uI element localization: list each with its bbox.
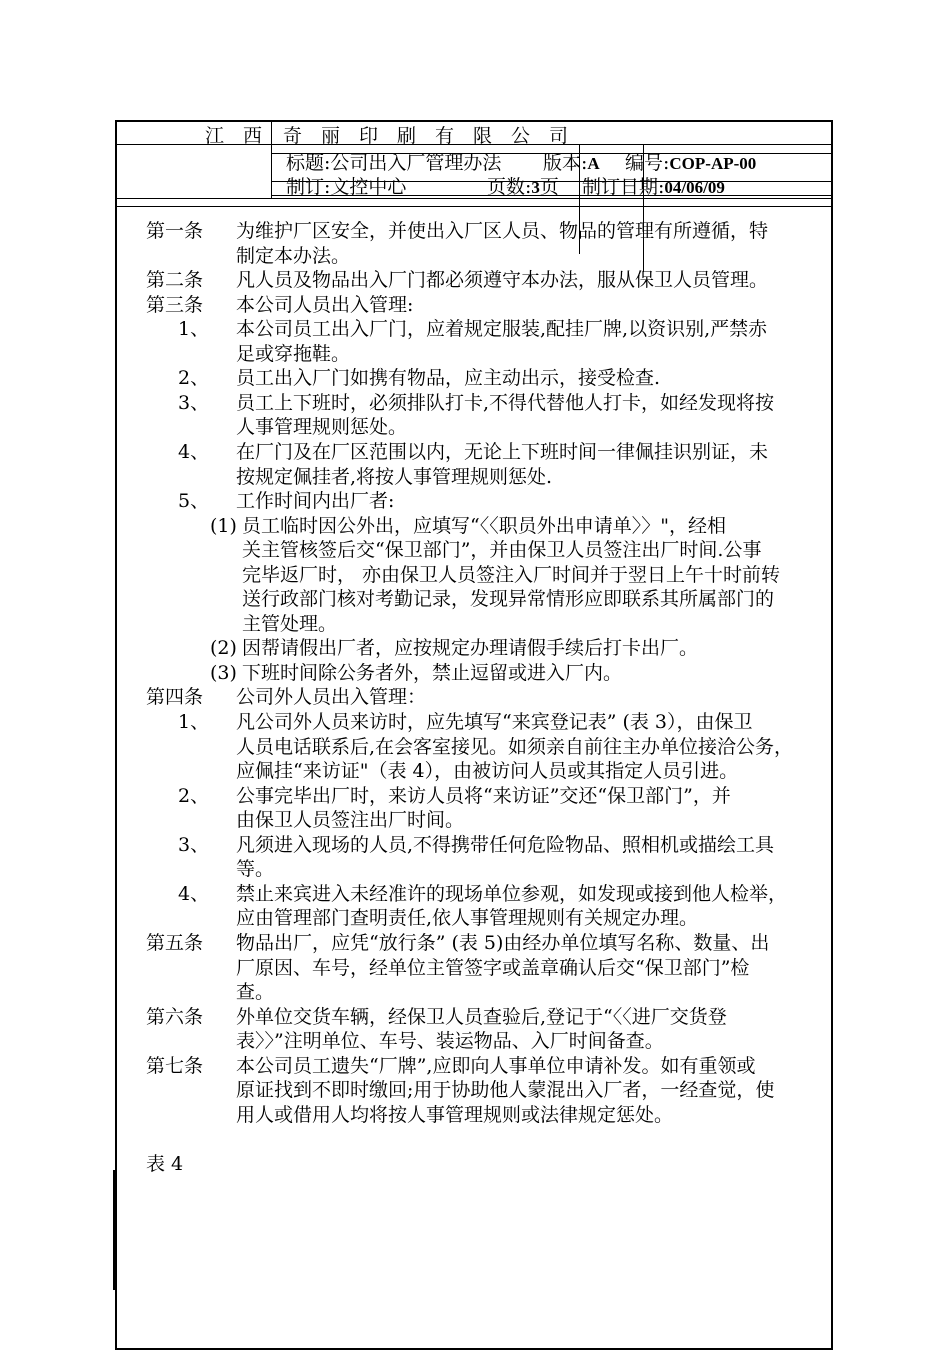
item-text: 物品出厂，应凭“放行条” (表 5)由经办单位填写名称、数量、出	[236, 931, 770, 954]
item-text: 等。	[236, 858, 275, 881]
item-text: 在厂门及在厂区范围以内，无论上下班时间一律佩挂识别证，未	[236, 440, 769, 463]
item-label: 4、	[178, 882, 210, 905]
item-label: (3)	[210, 661, 237, 684]
item-text: 员工出入厂门如携有物品，应主动出示，接受检查.	[236, 367, 661, 390]
item-label: 第七条	[146, 1054, 204, 1077]
item-text: 厂原因、车号，经单位主管签字或盖章确认后交“保卫部门”检	[236, 956, 750, 979]
item-label: 3、	[178, 833, 210, 856]
item-label: 2、	[178, 784, 210, 807]
item-text: 完毕返厂时， 亦由保卫人员签注入厂时间并于翌日上午十时前转	[242, 563, 781, 586]
item-text: 原证找到不即时缴回;用于协助他人蒙混出入厂者，一经查觉，使	[236, 1079, 775, 1102]
item-text: 制定本办法。	[236, 244, 351, 267]
item-label: 第二条	[146, 269, 204, 292]
item-text: 关主管核签后交“保卫部门”，并由保卫人员签注出厂时间.公事	[242, 539, 762, 562]
item-text: 公司外人员出入管理：	[236, 686, 427, 709]
item-text: 禁止来宾进入未经准许的现场单位参观，如发现或接到他人检举，	[236, 882, 788, 905]
item-text: 主管处理。	[242, 612, 338, 635]
item-text: 下班时间除公务者外，禁止逗留或进入厂内。	[242, 661, 623, 684]
item-label: (1)	[210, 514, 237, 537]
item-text: 本公司人员出入管理:	[236, 293, 414, 316]
item-text: 公事完毕出厂时，来访人员将“来访证”交还“保卫部门”，并	[236, 784, 731, 807]
item-text: 表 4	[146, 1152, 184, 1175]
item-label: 2、	[178, 367, 210, 390]
margin-mark	[113, 1170, 115, 1290]
item-text: 员工上下班时，必须排队打卡,不得代替他人打卡，如经发现将按	[236, 391, 775, 414]
header-company: 奇 丽 印 刷 有 限 公 司	[283, 125, 569, 147]
item-label: 第六条	[146, 1005, 204, 1028]
item-text: 凡人员及物品出入厂门都必须遵守本办法，服从保卫人员管理。	[236, 269, 769, 292]
header-region: 江 西	[205, 125, 263, 147]
item-text: 人员电话联系后,在会客室接见。如须亲自前往主办单位接洽公务，	[236, 735, 794, 758]
item-text: 工作时间内出厂者:	[236, 490, 395, 513]
header-code: 编号:COP-AP-00	[625, 152, 757, 174]
item-text: 按规定佩挂者,将按人事管理规则惩处.	[236, 465, 553, 488]
item-label: (2)	[210, 637, 237, 660]
item-label: 第四条	[146, 686, 204, 709]
item-label: 第一条	[146, 220, 204, 242]
header-maker: 制订:文控中心	[286, 176, 407, 198]
item-label: 5、	[178, 490, 210, 513]
item-text: 凡公司外人员来访时，应先填写“来宾登记表” (表 3），由保卫	[236, 711, 753, 733]
item-text: 员工临时因公外出，应填写“〈〈职员外出申请单〉〉"，经相	[242, 514, 726, 537]
item-text: 凡须进入现场的人员,不得携带任何危险物品、照相机或描绘工具	[236, 833, 775, 856]
item-label: 第三条	[146, 293, 204, 316]
item-text: 送行政部门核对考勤记录，发现异常情形应即联系其所属部门的	[242, 588, 775, 611]
header-rule-6	[115, 206, 833, 207]
item-text: 由保卫人员签注出厂时间。	[236, 809, 465, 832]
item-label: 3、	[178, 391, 210, 414]
item-text: 用人或借用人均将按人事管理规则或法律规定惩处。	[236, 1103, 674, 1126]
header-rule-5	[115, 198, 833, 199]
item-text: 因帮请假出厂者，应按规定办理请假手续后打卡出厂。	[242, 637, 699, 660]
header-pages: 页数:3页	[487, 176, 559, 198]
item-text: 应佩挂“来访证"（表 4），由被访问人员或其指定人员引进。	[236, 760, 739, 783]
item-label: 4、	[178, 440, 210, 463]
item-label: 第五条	[146, 931, 204, 954]
item-text: 表〉〉”注明单位、车号、装运物品、入厂时间备查。	[236, 1030, 664, 1053]
item-text: 查。	[236, 981, 275, 1004]
item-label: 1、	[178, 711, 210, 733]
header-divider-left	[271, 120, 272, 198]
header-title-label: 标题:公司出入厂管理办法	[286, 152, 502, 174]
header-date: 制订日期:04/06/09	[582, 176, 725, 198]
item-label: 1、	[178, 318, 210, 341]
header-version: 版本:A	[543, 152, 600, 174]
item-text: 人事管理规则惩处。	[236, 416, 408, 439]
item-text: 外单位交货车辆，经保卫人员查验后,登记于“〈〈进厂交货登	[236, 1005, 727, 1028]
item-text: 足或穿拖鞋。	[236, 342, 351, 365]
item-text: 本公司员工遗失“厂牌”,应即向人事单位申请补发。如有重领或	[236, 1054, 756, 1077]
item-text: 本公司员工出入厂门，应着规定服装,配挂厂牌,以资识别,严禁赤	[236, 318, 768, 341]
item-text: 应由管理部门查明责任,依人事管理规则有关规定办理。	[236, 907, 699, 930]
item-text: 为维护厂区安全，并使出入厂区人员、物品的管理有所遵循，特	[236, 220, 769, 242]
